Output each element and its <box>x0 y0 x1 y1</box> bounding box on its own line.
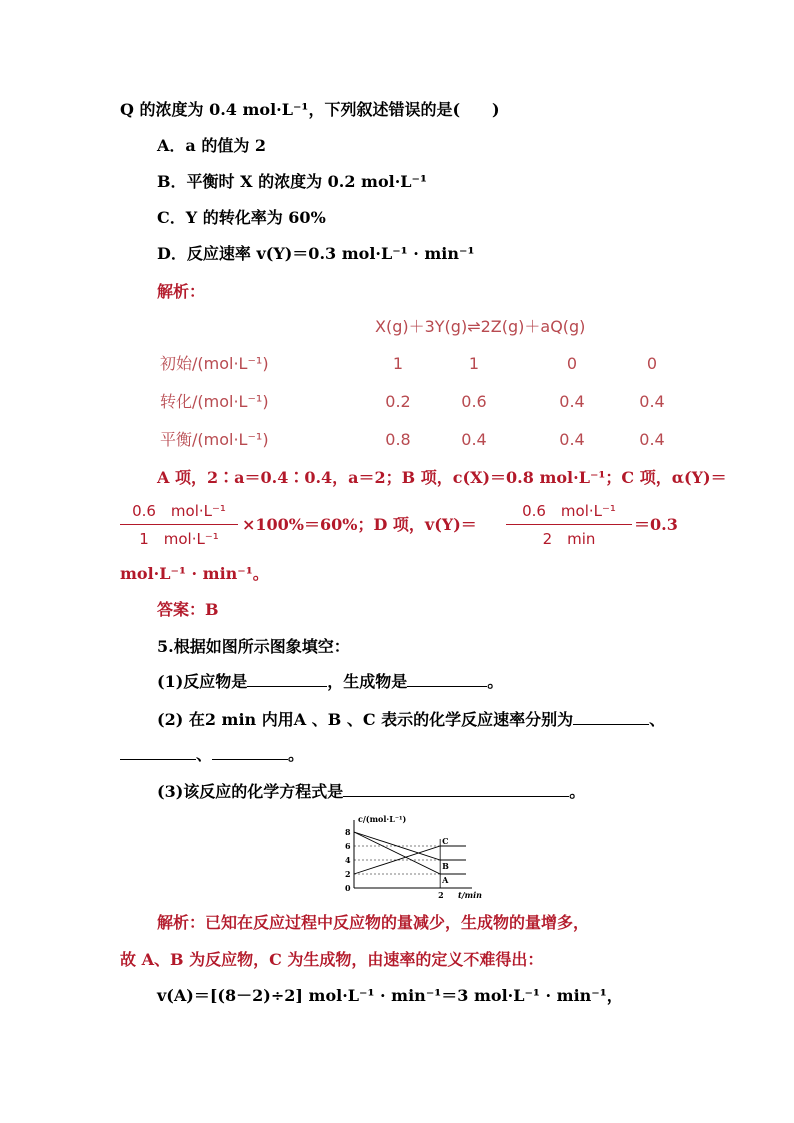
table-cell: 0.4 <box>559 392 585 411</box>
q5-part3 <box>157 782 585 802</box>
table-cell: 0.8 <box>385 430 411 449</box>
part3-text-a: (3)该反应的化学方程式是 <box>157 782 344 801</box>
part1-blank-1[interactable] <box>247 672 327 687</box>
q5-part2 <box>157 710 665 730</box>
table-cell: 1 <box>468 354 480 373</box>
fraction-2-numerator: 0.6 mol·L⁻¹ <box>522 502 616 520</box>
concentration-time-chart <box>332 812 482 902</box>
q4-equation: X(g)＋3Y(g)⇌2Z(g)＋aQ(g) <box>375 317 586 336</box>
q5-analysis-line2: 故 A、B 为反应物，C 为生成物，由速率的定义不难得出： <box>120 950 544 969</box>
part2-text-a: (2) 在2 min 内用A 、B 、C 表示的化学反应速率分别为 <box>157 710 574 729</box>
q5-title: 5.根据如图所示图象填空： <box>157 637 350 656</box>
x-tick-label: 2 <box>438 890 444 900</box>
y-tick-label: 2 <box>345 869 351 879</box>
answer-value: B <box>205 600 219 619</box>
part1-blank-2[interactable] <box>407 672 487 687</box>
q4-explain-mid: ×100%＝60%；D 项，v(Y)＝ <box>242 515 477 534</box>
q4-explain-line1: A 项，2∶a＝0.4∶0.4，a＝2；B 项，c(X)＝0.8 mol·L⁻¹；C 项，α(Y)＝ <box>157 468 727 487</box>
table-cell: 1 <box>392 354 404 373</box>
q4-option-b: B．平衡时 X 的浓度为 0.2 mol·L⁻¹ <box>157 172 428 191</box>
series-line-A <box>354 832 466 874</box>
table-row-label: 平衡/(mol·L⁻¹) <box>160 430 269 449</box>
q4-fraction-2 <box>506 500 632 549</box>
part2-blank-3[interactable] <box>212 745 288 760</box>
table-cell: 0.4 <box>461 430 487 449</box>
part3-blank[interactable] <box>343 782 569 797</box>
q5-part1 <box>157 672 503 692</box>
part2-text-c: 。 <box>288 745 305 764</box>
y-tick-label: 6 <box>345 841 351 851</box>
q4-fraction-1 <box>120 500 238 549</box>
part1-text-b: ，生成物是 <box>327 672 408 691</box>
q5-analysis-label: 解析： <box>157 913 206 932</box>
q5-analysis-text1: 已知在反应过程中反应物的量减少，生成物的量增多， <box>205 913 590 932</box>
y-axis-label: c/(mol·L⁻¹) <box>358 814 407 824</box>
x-axis-label: t/min <box>458 890 482 900</box>
q5-part2-cont <box>120 745 304 765</box>
series-label-B: B <box>442 861 449 871</box>
fraction-1-denominator: 1 mol·L⁻¹ <box>139 530 219 548</box>
part2-text-b: 、 <box>196 745 213 764</box>
fraction-2-denominator: 2 min <box>542 530 596 548</box>
table-cell: 0 <box>566 354 578 373</box>
part1-text-a: (1)反应物是 <box>157 672 248 691</box>
part2-blank-2[interactable] <box>120 745 196 760</box>
q5-rate-line: v(A)＝[(8－2)÷2] mol·L⁻¹ · min⁻¹＝3 mol·L⁻¹ · min⁻¹， <box>157 986 623 1005</box>
table-cell: 0.6 <box>461 392 487 411</box>
q5-analysis-line1 <box>157 913 589 933</box>
series-label-C: C <box>442 836 449 846</box>
answer-label: 答案： <box>157 600 206 619</box>
q4-stem-tail: Q 的浓度为 0.4 mol·L⁻¹，下列叙述错误的是( ) <box>120 100 500 119</box>
q4-answer <box>157 600 219 620</box>
y-tick-label: 8 <box>345 827 351 837</box>
table-cell: 0.4 <box>639 430 665 449</box>
table-row-label: 转化/(mol·L⁻¹) <box>160 392 269 411</box>
q4-explain-end: ＝0.3 <box>634 515 678 534</box>
fraction-1-numerator: 0.6 mol·L⁻¹ <box>132 502 226 520</box>
part3-text-b: 。 <box>569 782 586 801</box>
table-cell: 0 <box>646 354 658 373</box>
table-cell: 0.4 <box>639 392 665 411</box>
part1-text-c: 。 <box>487 672 504 691</box>
q4-explain-line3: mol·L⁻¹ · min⁻¹。 <box>120 564 269 583</box>
q4-option-a: A．a 的值为 2 <box>157 136 267 155</box>
q4-option-c: C．Y 的转化率为 60% <box>157 208 326 227</box>
table-cell: 0.4 <box>559 430 585 449</box>
part2-blank-1[interactable] <box>573 710 649 725</box>
x-tick-label: 0 <box>345 883 351 893</box>
table-cell: 0.2 <box>385 392 411 411</box>
y-tick-label: 4 <box>345 855 351 865</box>
q4-analysis-label: 解析： <box>157 282 206 301</box>
part2-separator: 、 <box>649 710 666 729</box>
series-label-A: A <box>442 875 449 885</box>
table-row-label: 初始/(mol·L⁻¹) <box>160 354 269 373</box>
q4-option-d: D．反应速率 v(Y)＝0.3 mol·L⁻¹ · min⁻¹ <box>157 244 475 263</box>
